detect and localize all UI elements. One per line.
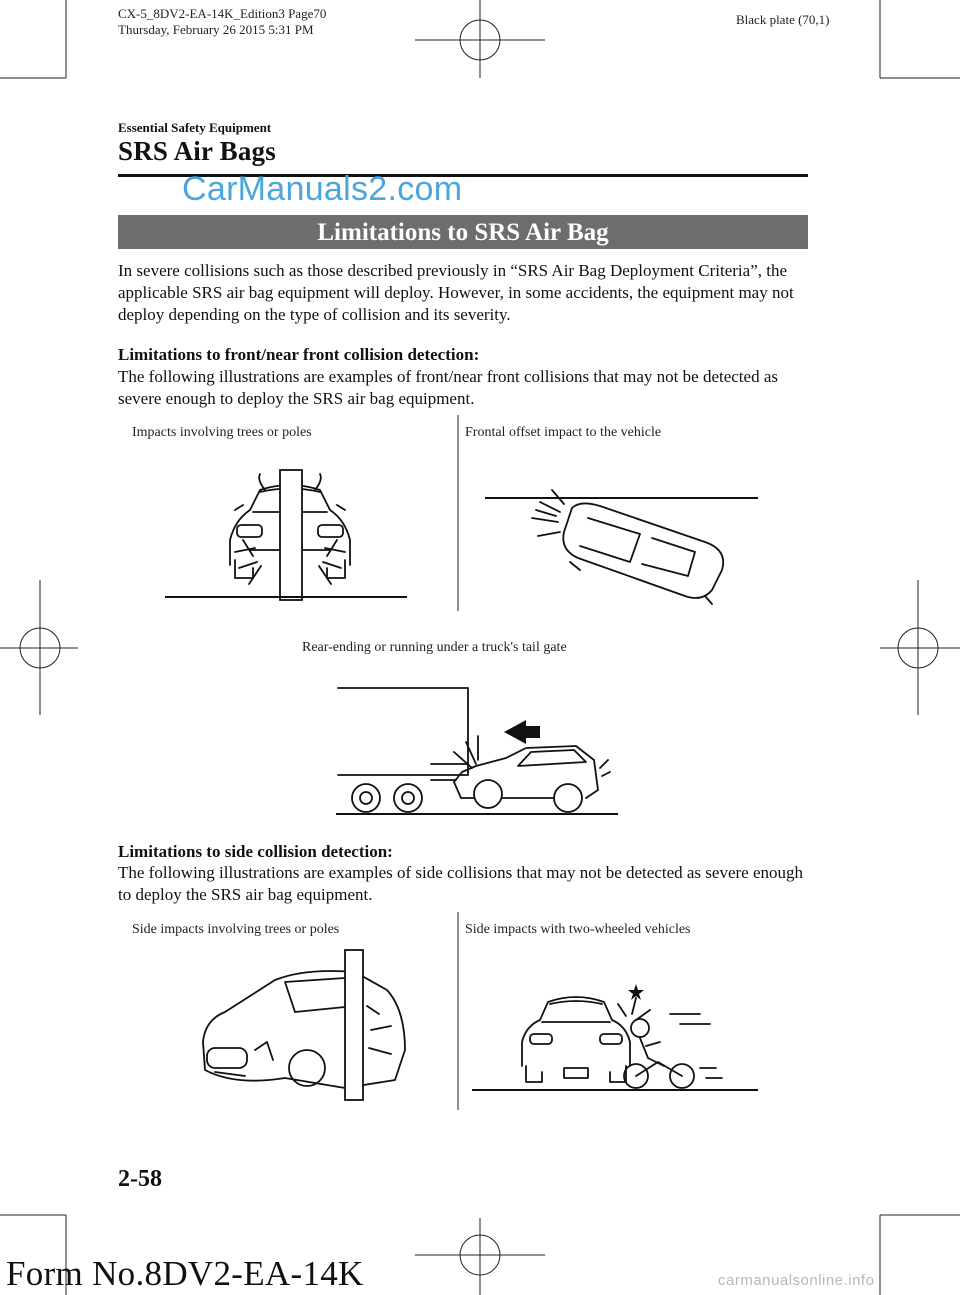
caption-side-bike: Side impacts with two-wheeled vehicles [465, 922, 691, 937]
section-label: Essential Safety Equipment [118, 120, 272, 135]
front-paragraph: The following illustrations are examples of front/near front collisions that may not be detected as severe enough to deploy the SRS air bag equipment. [118, 367, 778, 408]
illustration-offset-impact [480, 490, 770, 610]
page-number: 2-58 [118, 1166, 162, 1192]
intro-paragraph: In severe collisions such as those described previously in “SRS Air Bag Deployment Criteria”, the applicable SRS air bag equipment will deploy. However, in some accidents, the equipment may not deploy depending on the type of collision and its severity. [118, 261, 794, 324]
illustration-front-pole-impact [165, 470, 415, 600]
section-banner: Limitations to SRS Air Bag [118, 215, 808, 249]
pole [280, 470, 302, 600]
caption-front-offset: Frontal offset impact to the vehicle [465, 425, 662, 440]
page-title: SRS Air Bags [118, 136, 276, 166]
form-number: Form No.8DV2-EA-14K [6, 1254, 364, 1293]
side-heading: Limitations to side collision detection: [118, 842, 393, 861]
caption-truck: Rear-ending or running under a truck's tail gate [302, 640, 567, 655]
registration-mark-right [880, 580, 960, 715]
front-heading: Limitations to front/near front collision detection: [118, 345, 480, 364]
side-pole [345, 950, 363, 1100]
registration-mark-left [0, 580, 78, 715]
site-watermark: carmanualsonline.info [718, 1272, 875, 1289]
side-paragraph: The following illustrations are examples of side collisions that may not be detected as severe enough to deploy the SRS air bag equipment. [118, 863, 804, 904]
print-header-line1: CX-5_8DV2-EA-14K_Edition3 Page70 [118, 6, 327, 21]
impact-arrow [504, 720, 540, 744]
illustration-side-pole-impact [195, 950, 425, 1100]
registration-mark-bottom [415, 1218, 545, 1295]
caption-front-trees: Impacts involving trees or poles [132, 425, 312, 440]
watermark-logo: CarManuals2.com [182, 170, 463, 208]
caption-side-trees: Side impacts involving trees or poles [132, 922, 340, 937]
illustration-truck-underride [336, 680, 626, 820]
black-plate-label: Black plate (70,1) [736, 12, 830, 27]
print-header-line2: Thursday, February 26 2015 5:31 PM [118, 22, 314, 37]
illustration-side-motorcycle-impact [460, 970, 760, 1110]
front-divider [457, 415, 459, 615]
side-divider [457, 912, 459, 1112]
registration-mark-top [415, 0, 545, 78]
print-header [118, 6, 326, 38]
